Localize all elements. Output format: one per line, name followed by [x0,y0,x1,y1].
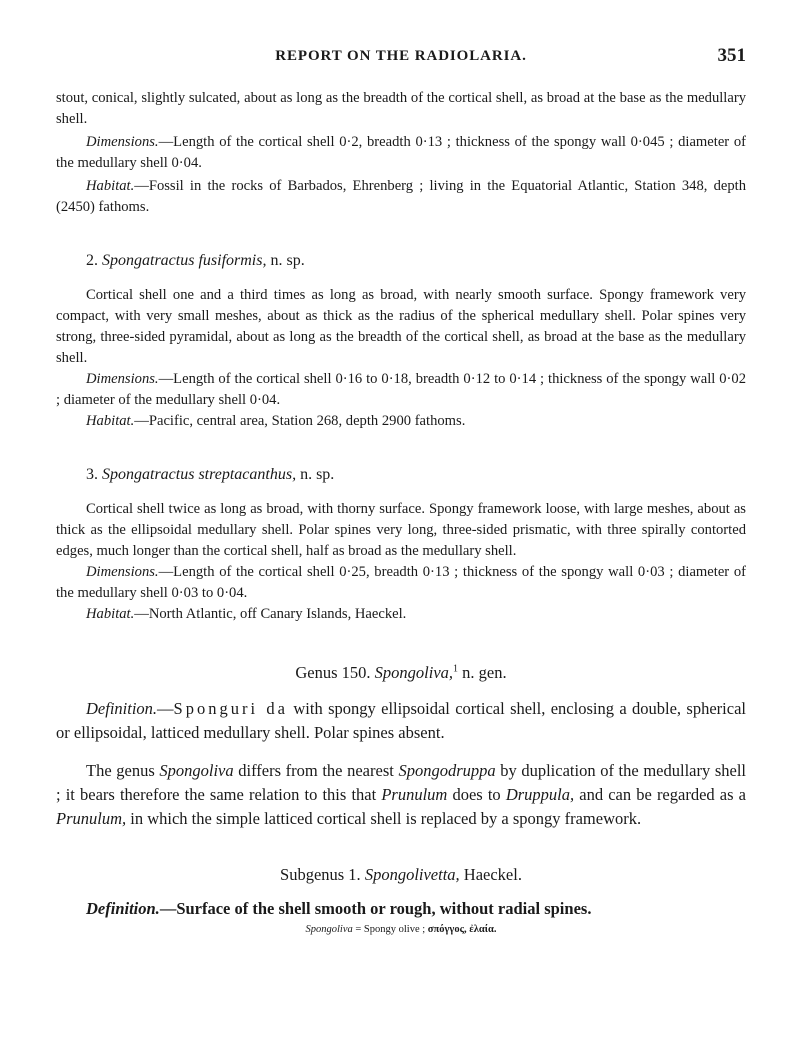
genus-heading [56,663,746,683]
dimensions-text: —Length of the cortical shell 0·2, breadth 0·13 ; thickness of the spongy wall 0·045 ; diameter of the medullary shell 0·04. [56,134,746,171]
subgenus-prefix: Subgenus 1. [280,865,361,884]
species-suffix: n. sp. [300,466,335,483]
footnote-text: = Spongy olive ; [352,924,428,935]
discussion-text: in which the simple latticed cortical shell is replaced by a spongy framework. [126,809,642,828]
species-suffix: n. sp. [270,252,305,269]
discussion-text: differs from the nearest [233,761,399,780]
habitat-text: —North Atlantic, off Canary Islands, Haeckel. [134,606,407,622]
genus-suffix: n. gen. [462,663,507,682]
genus-prefix: Genus 150. [295,663,371,682]
dimensions-text: —Length of the cortical shell 0·16 to 0·18, breadth 0·12 to 0·14 ; thickness of the spongy wall 0·02 ; diameter of the medullary shell 0·04. [56,371,746,408]
page-header [56,45,746,72]
species-number: 3. [86,466,98,483]
footnote-term: Spongoliva [305,924,353,935]
habitat-label: Habitat. [86,178,135,194]
genus-definition [56,697,746,745]
dimensions-label: Dimensions. [86,564,159,580]
footnote-mark: 1 [453,663,459,675]
page-content [56,88,746,935]
discussion-text: by duplication of the medullary shell ; it bears therefore the same relation to this that [56,761,746,804]
footnote-greek: σπόγγος, ἐλαία. [427,924,497,935]
habitat-label: Habitat. [86,413,135,429]
habitat-label: Habitat. [86,606,135,622]
species-description: Cortical shell twice as long as broad, with thorny surface. Spongy framework loose, with large meshes, about as thick as the ellipsoidal medullary shell. Polar spines very long, three-sided prismatic, with three spirally contorted edges, much longer than the cortical shell, half as broad as the medullary shell. [56,501,746,559]
discussion-text: The genus [86,761,160,780]
discussion-text: does to [447,785,506,804]
definition-label: Definition. [86,899,160,918]
running-title: REPORT ON THE RADIOLARIA. [275,48,527,64]
discussion-genus-name: Druppula, [505,785,575,804]
habitat-text: —Fossil in the rocks of Barbados, Ehrenberg ; living in the Equatorial Atlantic, Station 348, depth (2450) fathoms. [56,178,746,215]
species-dimensions [56,562,746,604]
discussion-genus-name: Prunulum [381,785,448,804]
definition-label: Definition. [86,699,158,718]
page-number: 351 [717,45,746,66]
species-name: Spongatractus fusiformis, [102,252,267,269]
species-heading [86,464,746,486]
species-heading [86,250,746,272]
definition-text: with spongy ellipsoidal cortical shell, enclosing a double, spherical or ellipsoidal, latticed medullary shell. Polar spines absent. [56,699,746,742]
species-description: Cortical shell one and a third times as long as broad, with nearly smooth surface. Spongy framework very compact, with very small meshes, about as thick as the radius of the spherical medullary shell. Polar spines very strong, three-sided pyramidal, about as long as the breadth of the cortical shell, as broad at the base as the medullary shell. [56,287,746,366]
continuation-dimensions [56,132,746,174]
species-habitat [56,604,746,625]
footnote [56,924,746,935]
genus-discussion [56,759,746,831]
species-number: 2. [86,252,98,269]
subgenus-name: Spongolivetta, [364,865,460,884]
dimensions-label: Dimensions. [86,134,159,150]
discussion-genus-name: Spongoliva [159,761,234,780]
subgenus-heading [56,865,746,885]
continuation-description: stout, conical, slightly sulcated, about as long as the breadth of the cortical shell, as broad at the base as the medullary shell. [56,90,746,127]
definition-text: —Surface of the shell smooth or rough, without radial spines. [159,899,592,918]
dimensions-label: Dimensions. [86,371,159,387]
definition-dash: — [157,699,174,718]
continuation-habitat [56,176,746,218]
discussion-text: and can be regarded as a [574,785,746,804]
definition-family: Sponguri da [173,699,288,718]
discussion-genus-name: Spongodruppa [398,761,496,780]
habitat-text: —Pacific, central area, Station 268, depth 2900 fathoms. [134,413,466,429]
species-habitat [56,411,746,432]
species-name: Spongatractus streptacanthus, [102,466,297,483]
genus-name: Spongoliva, [374,663,454,682]
discussion-genus-name: Prunulum, [56,809,127,828]
dimensions-text: —Length of the cortical shell 0·25, breadth 0·13 ; thickness of the spongy wall 0·03 ; diameter of the medullary shell 0·03 to 0·04. [56,564,746,601]
species-dimensions [56,369,746,411]
subgenus-definition [56,897,746,921]
subgenus-authority: Haeckel. [463,865,522,884]
